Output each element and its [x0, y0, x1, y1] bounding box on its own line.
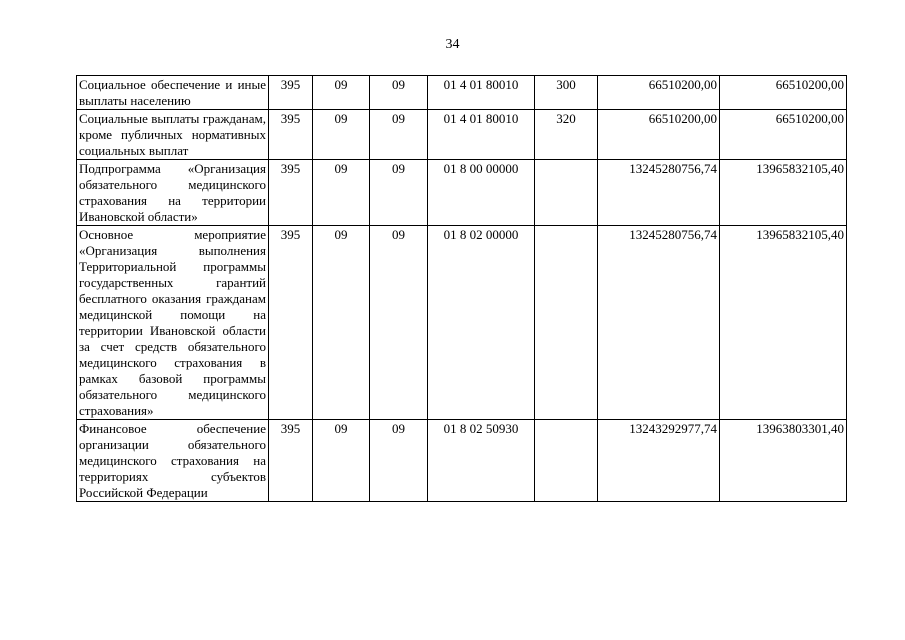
ministry-code-cell: 395 [269, 160, 313, 226]
section-cell: 09 [313, 420, 370, 502]
ministry-code-cell: 395 [269, 76, 313, 110]
amount-2-cell: 13963803301,40 [720, 420, 847, 502]
page-number: 34 [445, 37, 460, 52]
row-name-cell: Социальные выплаты гражданам, кроме публичных нормативных социальных выплат [77, 110, 269, 160]
section-cell: 09 [313, 160, 370, 226]
table-row [77, 160, 847, 226]
amount-2-cell: 66510200,00 [720, 76, 847, 110]
expense-type-cell: 320 [535, 110, 598, 160]
subsection-cell: 09 [370, 160, 428, 226]
subsection-cell: 09 [370, 76, 428, 110]
target-article-cell: 01 8 00 00000 [428, 160, 535, 226]
amount-1-cell: 13243292977,74 [598, 420, 720, 502]
row-name-cell: Социальное обеспечение и иные выплаты населению [77, 76, 269, 110]
target-article-cell: 01 8 02 50930 [428, 420, 535, 502]
target-article-cell: 01 8 02 00000 [428, 226, 535, 420]
section-cell: 09 [313, 76, 370, 110]
amount-2-cell: 66510200,00 [720, 110, 847, 160]
expense-type-cell: 300 [535, 76, 598, 110]
amount-2-cell: 13965832105,40 [720, 226, 847, 420]
table-row [77, 76, 847, 110]
row-name-cell: Подпрограмма «Организация обязательного медицинского страхования на территории Ивановской области» [77, 160, 269, 226]
section-cell: 09 [313, 226, 370, 420]
row-name-cell: Финансовое обеспечение организации обязательного медицинского страхования на территориях субъектов Российской Федерации [77, 420, 269, 502]
amount-1-cell: 13245280756,74 [598, 226, 720, 420]
subsection-cell: 09 [370, 110, 428, 160]
section-cell: 09 [313, 110, 370, 160]
subsection-cell: 09 [370, 226, 428, 420]
amount-1-cell: 66510200,00 [598, 76, 720, 110]
ministry-code-cell: 395 [269, 110, 313, 160]
target-article-cell: 01 4 01 80010 [428, 76, 535, 110]
amount-1-cell: 66510200,00 [598, 110, 720, 160]
expense-type-cell [535, 226, 598, 420]
table-row [77, 420, 847, 502]
row-name-cell: Основное мероприятие «Организация выполнения Территориальной программы государственных гарантий бесплатного оказания гражданам медицинской помощи на территории Ивановской области за счет средств обязательного медицинского страхования в рамках базовой программы обязательного медицинского страхования» [77, 226, 269, 420]
subsection-cell: 09 [370, 420, 428, 502]
table-row [77, 226, 847, 420]
target-article-cell: 01 4 01 80010 [428, 110, 535, 160]
amount-2-cell: 13965832105,40 [720, 160, 847, 226]
ministry-code-cell: 395 [269, 420, 313, 502]
amount-1-cell: 13245280756,74 [598, 160, 720, 226]
expense-type-cell [535, 420, 598, 502]
expense-type-cell [535, 160, 598, 226]
budget-table [76, 75, 847, 502]
ministry-code-cell: 395 [269, 226, 313, 420]
table-row [77, 110, 847, 160]
